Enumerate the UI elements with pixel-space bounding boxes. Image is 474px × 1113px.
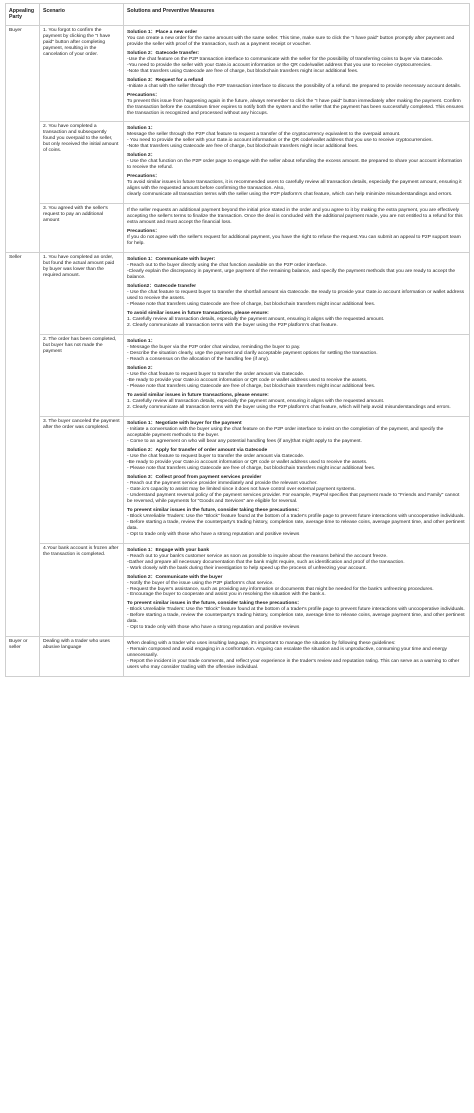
- table-row: [6, 637, 470, 677]
- scenario-text: 2. You have completed a transaction and subsequently found you overpaid to the seller, but only received the initial amount of coins.: [43, 124, 119, 154]
- solution-line: - Opt to trade only with those who have a strong reputation and positive reviews: [127, 531, 300, 537]
- scenario-text: 3. You agreed with the seller's request to pay an additional amount: [43, 206, 108, 224]
- solution-line: -Initiate a chat with the seller through the P2P transaction interface to discuss the possibility of a refund. Be prepared to provide necessary account details.: [127, 83, 462, 89]
- solution-line: - Use the chat feature to request buyer to transfer the order amount via Gatecode.: [127, 453, 305, 459]
- appealing-party-cell: Buyer: [6, 25, 40, 253]
- header-scenario: Scenario: [40, 4, 124, 26]
- solution-title: Solution 3：Request for a refund: [127, 77, 204, 83]
- table-body: [6, 25, 470, 677]
- solution-line: To prevent this issue from happening again in the future, always remember to click the "I have paid" button immediately after making the payment. Confirm the transaction before the countdown timer expires to notify both the system and the seller that the payment has been successfully completed. This ensures the transaction is recognized and processed without any hiccups.: [127, 98, 464, 116]
- solution-line: - Report the incident in your trade comments, and reflect your experience in the trader's review and reputation rating. This can serve as a warning to other users who may consider trading with the offensive individual.: [127, 659, 460, 671]
- appealing-party-cell: Seller: [6, 253, 40, 637]
- solution-title: Precautions：: [127, 92, 160, 98]
- solution-title: To prevent similar issues in the future, consider taking these precautions：: [127, 601, 302, 607]
- solution-line: - Remain composed and avoid engaging in a confrontation. Arguing can escalate the situation and is unproductive, consuming your time and energy unnecessarily.: [127, 647, 447, 659]
- scenario-cell: [40, 335, 124, 417]
- solution-line: - Use the chat function on the P2P order page to engage with the seller about refunding the excess amount. Be prepared to share your account information to receive the refund.: [127, 159, 463, 171]
- scenario-text: 1. You forgot to confirm the payment by clicking the "I have paid" button after completing payment, resulting in the cancelation of your order.: [43, 27, 111, 57]
- solution-block: [127, 448, 466, 472]
- solution-title: Solution 1：Place a new order: [127, 29, 198, 35]
- solution-line: -You need to provide the seller with your Gate.io account information or the QR code/wallet address that you use to receive cryptocurrencies.: [127, 62, 432, 68]
- solutions-cell: [124, 122, 470, 204]
- solution-line: - Opt to trade only with those who have a strong reputation and positive reviews: [127, 625, 300, 631]
- solution-line: You can create a new order for the same amount with the same seller. This time, make sure to click the "I have paid" button promptly after payment and provide the seller with proof of the transaction, such as a payment receipt or voucher.: [127, 35, 455, 47]
- solution-line: If you do not agree with the seller's request for additional payment, you have the right to refuse the request.You can submit an appeal to P2P support team for help.: [127, 235, 461, 247]
- solution-title: Precautions：: [127, 229, 160, 235]
- solutions-cell: [124, 335, 470, 417]
- solution-block: [127, 548, 466, 572]
- solution-block: [127, 30, 466, 48]
- solution-line: - Use the chat feature to request buyer to transfer the order amount via Gatecode.: [127, 371, 305, 377]
- solutions-cell: [124, 637, 470, 677]
- table-header-row: [6, 4, 470, 26]
- solution-block: [127, 393, 466, 411]
- solution-line: - Reach out to the buyer directly using the chat function available on the P2P order interface.: [127, 263, 328, 269]
- solution-block: [127, 508, 466, 538]
- scenario-cell: [40, 416, 124, 543]
- appeal-table: [5, 3, 470, 677]
- solution-title: Solution 1：Negotiate with buyer for the payment: [127, 420, 242, 426]
- solution-title: Solution 3：Collect proof from payment services provider: [127, 474, 262, 480]
- solution-line: - Use the chat feature to request buyer to transfer the shortfall amount via Gatecode. Be ready to provide your Gate.io account information or wallet address used to receive the assets.: [127, 290, 465, 302]
- solutions-cell: [124, 204, 470, 253]
- solution-block: [127, 601, 466, 631]
- solutions-cell: [124, 253, 470, 335]
- solution-line: - Encourage the buyer to cooperate and assist you in resolving the situation with the bank.s.: [127, 592, 326, 598]
- scenario-cell: [40, 637, 124, 677]
- table-row: [6, 416, 470, 543]
- solution-line: Message the seller through the P2P chat feature to request a transfer of the cryptocurrency equivalent to the overpaid amount.: [127, 132, 401, 138]
- solution-line: 1. Carefully review all transaction details, especially the payment amount, ensuring it aligns with the requested amount.: [127, 398, 385, 404]
- solution-line: When dealing with a trader who uses insulting language, it's important to manage the situation by following these guidelines:: [127, 641, 396, 647]
- solution-line: - Before starting a trade, review the counterparty's trading history, completion rate, average time to release coins, average payment time, and other pertinent data.: [127, 519, 465, 531]
- scenario-text: 1. You have completed an order, but found the actual amount paid by buyer was lower than the required amount.: [43, 255, 115, 279]
- solutions-cell: [124, 25, 470, 122]
- solution-title: To avoid similar issues in future transactions, please ensure:: [127, 311, 269, 317]
- solution-block: [127, 575, 466, 599]
- solution-line: -Clearly explain the discrepancy in payment, urge payment of the remaining balance, and specify the payment methods that you are ready to accept the balance.: [127, 269, 456, 281]
- solution-line: - Please note that transfers using Gatecode are free of charge, but blockchain transfers might incur additional fees.: [127, 302, 376, 308]
- solution-block: [127, 311, 466, 329]
- table-row: [6, 253, 470, 335]
- scenario-text: 2. The order has been completed, but buyer has not made the payment: [43, 337, 117, 355]
- scenario-cell: [40, 543, 124, 637]
- solution-block: [127, 366, 466, 390]
- solutions-cell: [124, 543, 470, 637]
- scenario-text: Dealing with a trader who uses abusive language: [43, 639, 110, 651]
- solution-line: - Reach out to your bank's customer service as soon as possible to inquire about the reasons behind the account freeze.: [127, 553, 388, 559]
- solution-title: Precautions：: [127, 174, 160, 180]
- solution-line: To avoid similar issues in future transactions, it is recommended users to carefully review all transaction details, especially the payment amount, ensuring it aligns with the requested amount before confirming the transaction. Also,: [127, 180, 462, 192]
- solution-title: To avoid similar issues in future transactions, please ensure:: [127, 392, 269, 398]
- solution-line: - Reach a consensus on the allocation of the handling fee (if any).: [127, 357, 270, 362]
- solution-line: - Please note that transfers using Gatecode are free of charge, but blockchain transfers might incur additional fees.: [127, 383, 376, 389]
- solution-block: [127, 641, 466, 671]
- solution-title: Solution 2：: [127, 153, 156, 159]
- solutions-cell: [124, 416, 470, 543]
- solution-line: clearly communicate all transaction terms with the seller using the P2P platform's chat feature, which can help minimize misunderstandings and errors.: [127, 192, 453, 198]
- solution-title: Solution 2：Gatecode transfer:: [127, 50, 200, 56]
- solution-line: - Before starting a trade, review the counterparty's trading history, completion rate, average time to release coins, average payment time, and other pertinent data.: [127, 613, 465, 625]
- appealing-party-cell: Buyer or seller: [6, 637, 40, 677]
- solution-title: Solution2：Gatecode transfer: [127, 284, 197, 290]
- solution-line: - Notify the buyer of the issue using the P2P platform's chat service.: [127, 580, 274, 586]
- solution-line: - Reach out the payment service provider immediately and provide the relevant voucher.: [127, 480, 318, 486]
- solution-line: -Use the chat feature on the P2P transaction interface to communicate with the seller for the possibility of transferring coins to buyer via Gatecode.: [127, 56, 444, 62]
- solution-title: Solution 2：Communicate with the buyer: [127, 574, 223, 580]
- solution-block: [127, 208, 466, 226]
- solution-block: [127, 78, 466, 90]
- solution-block: [127, 284, 466, 308]
- solution-block: [127, 51, 466, 75]
- solution-line: -Note that transfers using Gatecode are free of charge, but blockchain transfers might incur additional fees.: [127, 144, 359, 150]
- solution-block: [127, 93, 466, 117]
- scenario-cell: [40, 122, 124, 204]
- solution-line: - Gate.io's capacity to assist may be limited since it does not have control over external payment systems.: [127, 486, 356, 492]
- solution-title: Solution 2：Apply for transfer of order amount via Gatecode: [127, 447, 268, 453]
- solution-line: - Work closely with the bank during their investigation to help speed up the process of unfreezing your account.: [127, 565, 367, 571]
- solution-line: 2. Clearly communicate all transaction terms with the buyer using the P2P platform's chat feature, which will help avoid misunderstandings and errors.: [127, 404, 451, 410]
- solution-block: [127, 126, 466, 150]
- table-row: [6, 25, 470, 122]
- table-row: [6, 204, 470, 253]
- solution-line: - Message the buyer via the P2P order chat window, reminding the buyer to pay.: [127, 345, 301, 351]
- solution-line: -Note that transfers using Gatecode are free of charge, but blockchain transfers might incur additional fees.: [127, 68, 359, 74]
- scenario-text: 3. The buyer canceled the payment after the order was completed.: [43, 418, 120, 430]
- solution-block: [127, 174, 466, 198]
- solution-block: [127, 257, 466, 281]
- table-row: [6, 543, 470, 637]
- solution-line: -Be ready to provide your Gate.io account information or QR code or wallet address used to receive the assets.: [127, 377, 368, 383]
- scenario-cell: [40, 253, 124, 335]
- solution-block: [127, 421, 466, 445]
- scenario-cell: [40, 25, 124, 122]
- solution-line: - Describe the situation clearly, urge the payment and clarify acceptable payment options for settling the transaction.: [127, 351, 378, 357]
- solution-line: 2. Clearly communicate all transaction terms with the buyer using the P2P platform's chat feature.: [127, 323, 338, 329]
- solution-line: - Initiate a conversation with the buyer using the chat feature on the P2P order interface to insist on the completion of the payment, and specify the acceptable payment methods to the buyer.: [127, 426, 444, 438]
- solution-line: - Block Unreliable Traders: Use the "Block" feature found at the bottom of a trader's profile page to prevent future interactions with uncooperative individuals.: [127, 607, 465, 613]
- solution-line: - Request the buyer's assistance, such as providing any information or documents that might be needed for the bank's unfreezing procedures.: [127, 586, 434, 592]
- table-row: [6, 122, 470, 204]
- solution-block: [127, 475, 466, 505]
- scenario-text: 4.Your bank account is frozen after the transaction is completed.: [43, 545, 119, 557]
- solution-block: [127, 153, 466, 171]
- solution-line: - You need to provide the seller with your Gate.io account information or the QR code/wallet address that you use to receive cryptocurrencies.: [127, 138, 433, 144]
- solution-block: [127, 229, 466, 247]
- solution-line: -Be ready to provide your Gate.io account information or QR code or wallet address used to receive the assets.: [127, 459, 368, 465]
- solution-title: To prevent similar issues in the future, consider taking these precautions：: [127, 507, 302, 513]
- solution-line: If the seller requests an additional payment beyond the initial price stated in the order and you agree to it by making the extra payment, you are effectively accepting the seller's terms to finalize the transaction. Once the deal is concluded with the additional payment made, you are not entitled to a refund for this extra amount and must accept the financial loss.: [127, 208, 463, 226]
- header-appealing-party: Appealing Party: [6, 4, 40, 26]
- table-row: [6, 335, 470, 417]
- solution-block: [127, 339, 466, 363]
- solution-line: - Understand payment reversal policy of the payment services provider. For example, PayPal specifies that payment made to "Friends and Family" cannot be reversed, while payments for "Goods and Services" are eligible for reversal.: [127, 492, 460, 504]
- solution-line: 1. Carefully review all transaction details, especially the payment amount, ensuring it aligns with the requested amount.: [127, 317, 385, 323]
- solution-line: -Gather and prepare all necessary documentation that the bank might require, such as identification and proof of the transaction.: [127, 559, 405, 565]
- solution-title: Solution 1：: [127, 126, 156, 132]
- solution-title: Solution 1：Communicate with buyer:: [127, 257, 216, 263]
- solution-title: Solution 2：: [127, 365, 156, 371]
- solution-line: - Come to an agreement on who will bear any potential handling fees (if any)that might apply to the payment.: [127, 438, 362, 444]
- solution-line: - Block Unreliable Traders: Use the "Block" feature found at the bottom of a trader's profile page to prevent future interactions with uncooperative individuals.: [127, 513, 465, 519]
- solution-line: - Please note that transfers using Gatecode are free of charge, but blockchain transfers might incur additional fees.: [127, 465, 376, 471]
- solution-title: Solution 1：: [127, 339, 156, 345]
- scenario-cell: [40, 204, 124, 253]
- solution-title: Solution 1：Engage with your bank: [127, 547, 210, 553]
- header-solutions: Solutions and Preventive Measures: [124, 4, 470, 26]
